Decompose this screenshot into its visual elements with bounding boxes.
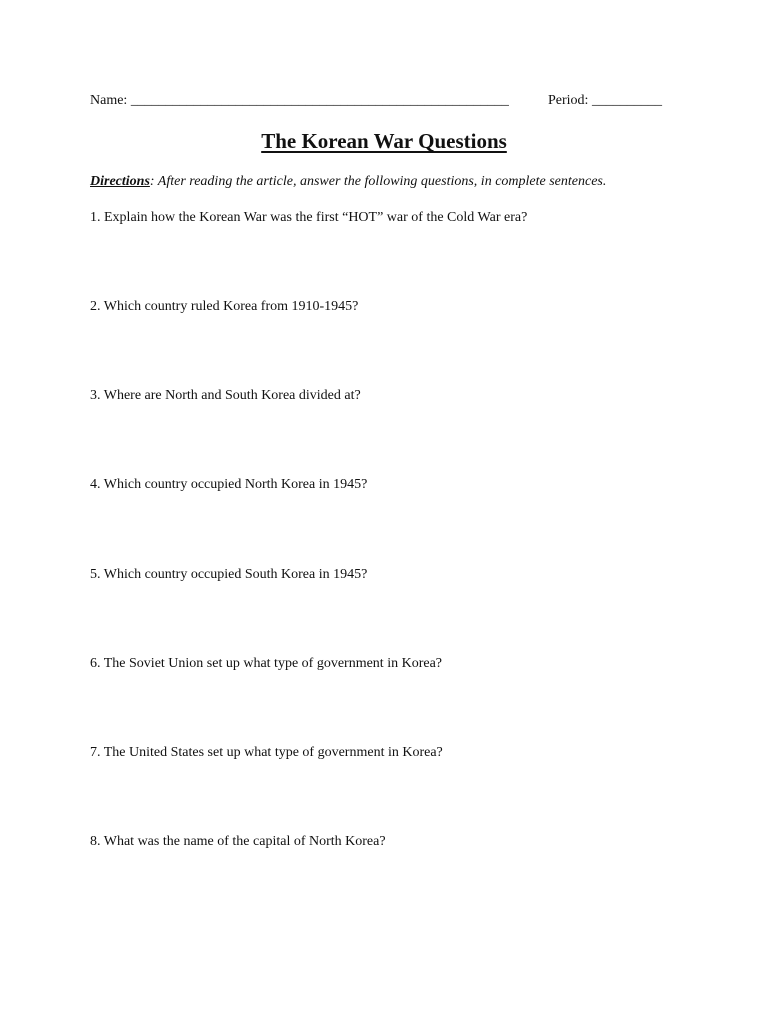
question-7: 7. The United States set up what type of government in Korea? bbox=[90, 745, 443, 760]
question-4: 4. Which country occupied North Korea in 1945? bbox=[90, 477, 368, 492]
page-title: The Korean War Questions bbox=[261, 129, 507, 153]
question-5: 5. Which country occupied South Korea in 1945? bbox=[90, 567, 368, 582]
question-8: 8. What was the name of the capital of North Korea? bbox=[90, 834, 386, 849]
question-1: 1. Explain how the Korean War was the first “HOT” war of the Cold War era? bbox=[90, 210, 528, 225]
directions-text: : After reading the article, answer the following questions, in complete sentences. bbox=[149, 174, 607, 189]
directions bbox=[90, 174, 730, 190]
name-field: ______________________________________________________ bbox=[130, 93, 509, 108]
period-field: __________ bbox=[591, 93, 662, 108]
period-group bbox=[548, 93, 662, 109]
name-label: Name: bbox=[90, 93, 128, 108]
student-info-line bbox=[90, 93, 690, 109]
period-label: Period: bbox=[548, 93, 589, 108]
question-2: 2. Which country ruled Korea from 1910-1945? bbox=[90, 299, 359, 314]
question-6: 6. The Soviet Union set up what type of government in Korea? bbox=[90, 656, 442, 671]
question-3: 3. Where are North and South Korea divided at? bbox=[90, 388, 361, 403]
directions-label: Directions bbox=[90, 174, 150, 189]
